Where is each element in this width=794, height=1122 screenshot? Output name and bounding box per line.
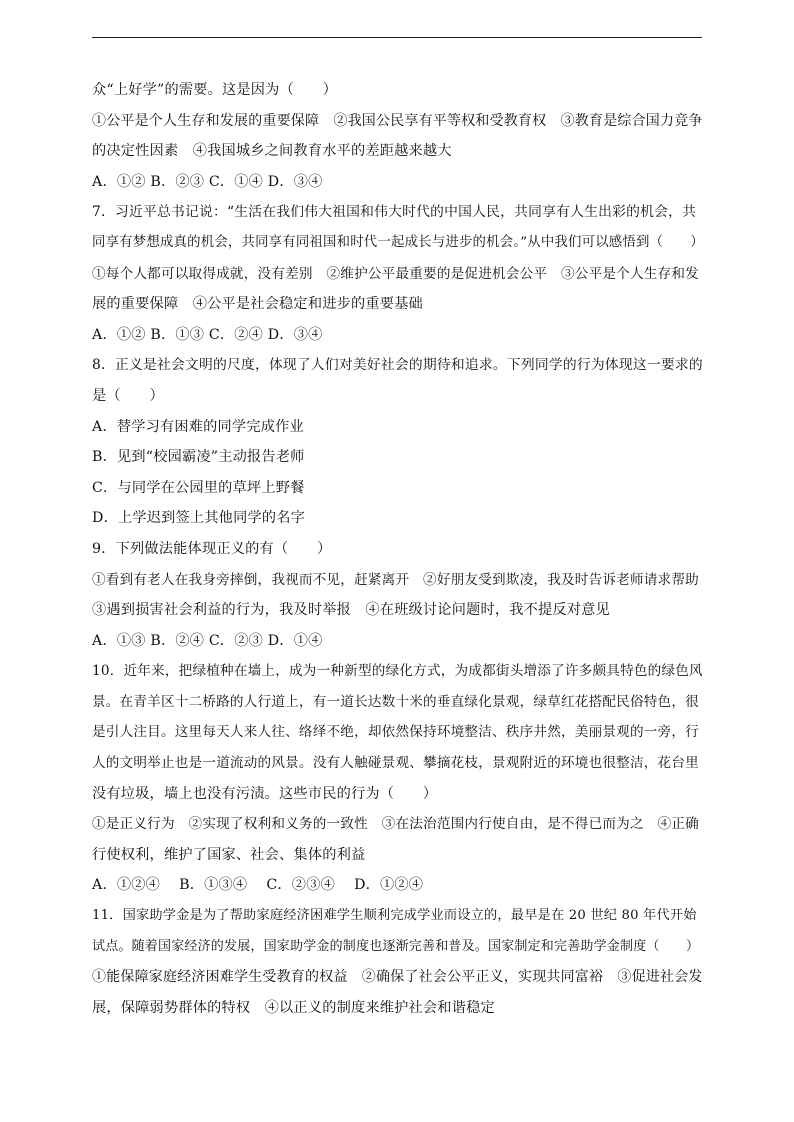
text-line: A．①③ B．②④ C．②③ D．①④ [92, 632, 323, 649]
text-line: ③遇到损害社会利益的行为，我及时举报 ④在班级讨论问题时，我不提反对意见 [92, 602, 610, 619]
text-line: 没有垃圾，墙上也没有污渍。这些市民的行为（ ） [92, 785, 438, 802]
text-line: 11．国家助学金是为了帮助家庭经济困难学生顺利完成学业而设立的，最早是在 20 世纪 80 年代开始 [92, 908, 697, 924]
text-line: 10．近年来，把绿植种在墙上，成为一种新型的绿化方式，为成都街头增添了许多颇具特色的绿色风 [92, 663, 703, 680]
page-body [92, 78, 704, 1026]
text-line: 是（ ） [92, 387, 164, 404]
text-line: A．①②④ B．①③④ C．②③④ D．①②④ [92, 877, 424, 894]
text-line: 的决定性因素 ④我国城乡之间教育水平的差距越来越大 [92, 143, 452, 160]
text-line: C．与同学在公园里的草坪上野餐 [92, 479, 305, 496]
text-line: A．①② B．②③ C．①④ D．③④ [92, 173, 323, 190]
text-line: 人的文明举止也是一道流动的风景。没有人触碰景观、攀摘花枝，景观附近的环境也很整洁，花台里 [92, 755, 699, 772]
text-line: 景。在青羊区十二桥路的人行道上，有一道长达数十米的垂直绿化景观，绿草红花搭配民俗特色，很 [92, 693, 699, 710]
text-line: ①能保障家庭经济困难学生受教育的权益 ②确保了社会公平正义，实现共同富裕 ③促进社会发 [92, 969, 703, 986]
text-line: ①每个人都可以取得成就，没有差别 ②维护公平最重要的是促进机会公平 ③公平是个人生存和发 [92, 265, 699, 282]
text-line: B．见到“校园霸凌”主动报告老师 [92, 449, 305, 466]
text-line: 7．习近平总书记说：“生活在我们伟大祖国和伟大时代的中国人民，共同享有人生出彩的机会，共 [92, 204, 697, 221]
text-line: A．①② B．①③ C．②④ D．③④ [92, 326, 323, 343]
text-line: ①看到有老人在我身旁摔倒，我视而不见，赶紧离开 ②好朋友受到欺凌，我及时告诉老师请求帮助 [92, 571, 699, 588]
text-line: 是引人注目。这里每天人来人往、络绎不绝，却依然保持环境整洁、秩序井然，美丽景观的一旁，行 [92, 724, 699, 741]
text-line: 展的重要保障 ④公平是社会稳定和进步的重要基础 [92, 296, 423, 313]
text-line: D．上学迟到签上其他同学的名字 [92, 510, 306, 527]
header-rule [92, 37, 702, 38]
text-line: 行使权利，维护了国家、社会、集体的利益 [92, 846, 366, 863]
text-line: 8．正义是社会文明的尺度，体现了人们对美好社会的期待和追求。下列同学的行为体现这一要求的 [92, 357, 703, 374]
text-line: 众“上好学”的需要。这是因为（ ） [92, 82, 338, 98]
text-line: 同享有梦想成真的机会，共同享有同祖国和时代一起成长与进步的机会。”从中我们可以感悟到（ ） [92, 234, 704, 250]
text-line: 展，保障弱势群体的特权 ④以正义的制度来维护社会和谐稳定 [92, 999, 495, 1016]
text-line: 试点。随着国家经济的发展，国家助学金的制度也逐渐完善和普及。国家制定和完善助学金制度（ ） [92, 938, 700, 954]
text-line: ①是正义行为 ②实现了权利和义务的一致性 ③在法治范围内行使自由，是不得已而为之 ④正确 [92, 816, 699, 833]
text-line: ①公平是个人生存和发展的重要保障 ②我国公民享有平等权和受教育权 ③教育是综合国力竞争 [92, 112, 703, 129]
text-line: A．替学习有困难的同学完成作业 [92, 418, 304, 435]
text-line: 9．下列做法能体现正义的有（ ） [92, 540, 332, 557]
